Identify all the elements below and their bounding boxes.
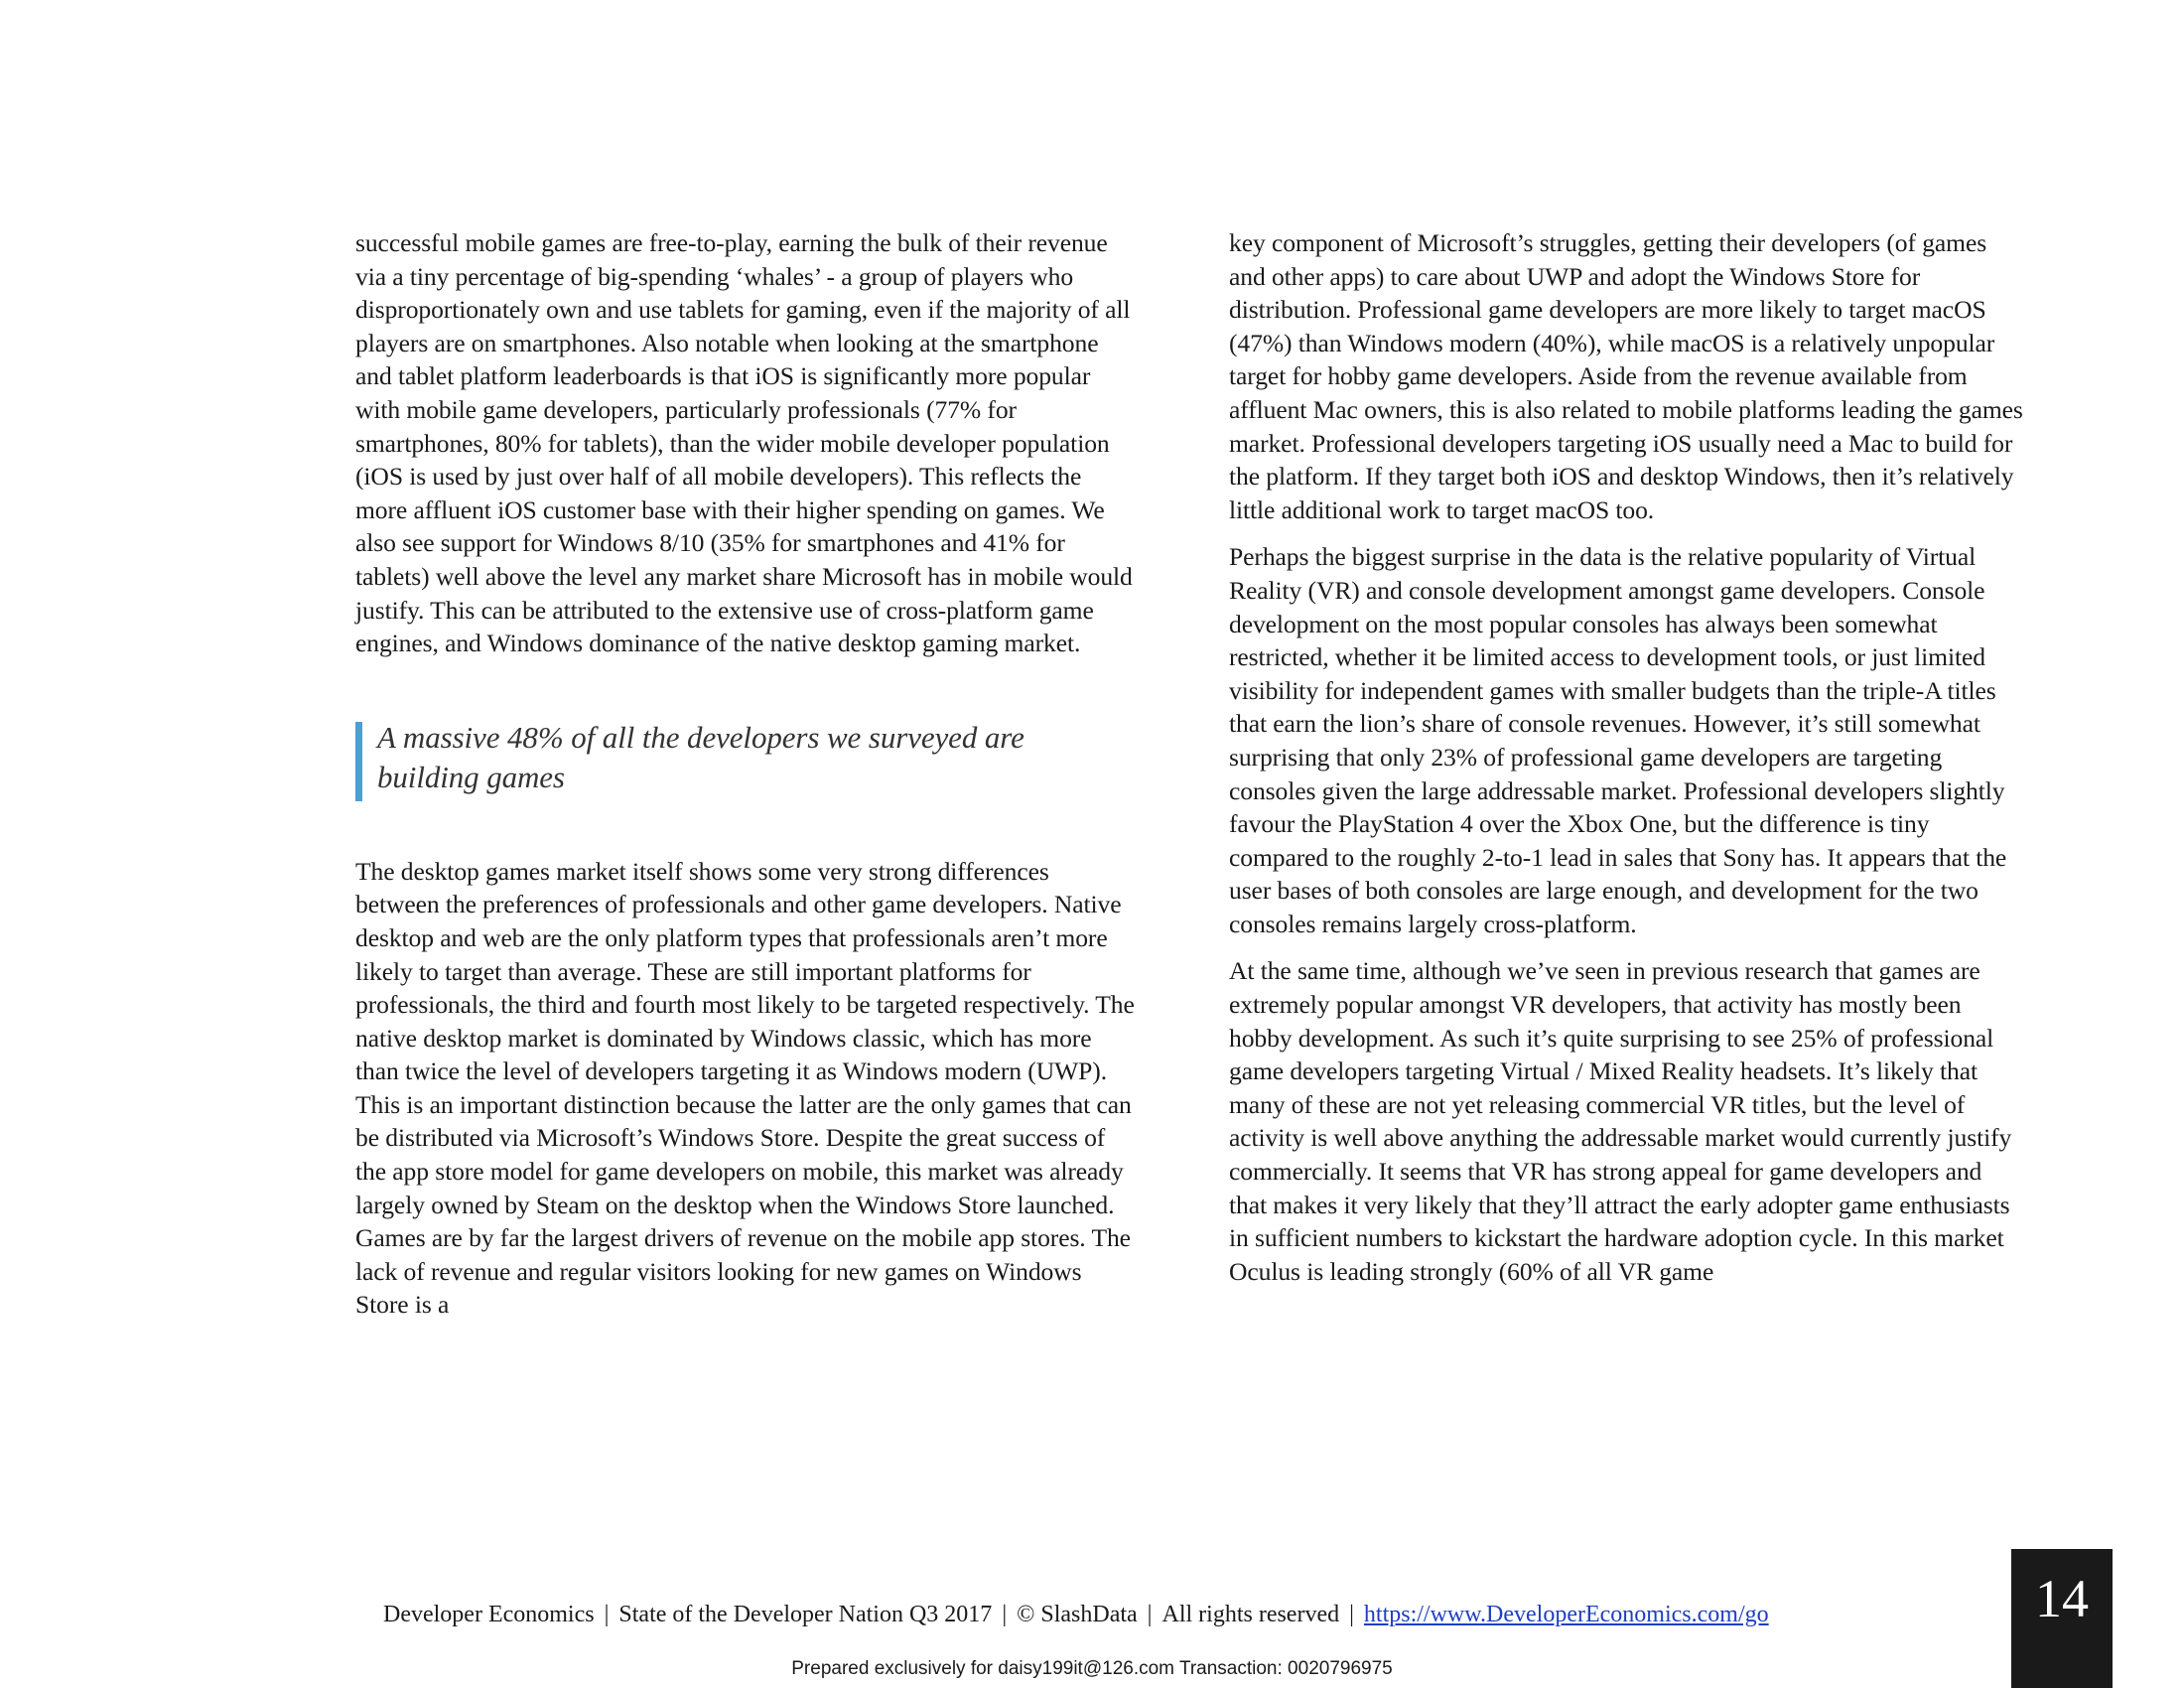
- pull-quote-text: A massive 48% of all the developers we surveyed are building games: [377, 719, 1024, 794]
- quote-accent-bar: [355, 722, 362, 801]
- footer-separator: |: [604, 1602, 610, 1627]
- page-number: 14: [2011, 1549, 2113, 1688]
- page-footer: [383, 1602, 1972, 1628]
- footer-report-title: State of the Developer Nation Q3 2017: [618, 1602, 993, 1627]
- footer-rights: All rights reserved: [1161, 1602, 1340, 1627]
- footer-brand: Developer Economics: [383, 1602, 595, 1627]
- right-paragraph-3: At the same time, although we’ve seen in previous research that games are extremely popular amongst VR developers, that activity has mostly been hobby development. As such it’s quite surprising to see 25% of professional game developers targeting Virtual / Mixed Reality headsets. It’s likely that many of these are not yet releasing commercial VR titles, but the level of activity is well above anything the addressable market would currently justify commercially. It seems that VR has strong appeal for game developers and that makes it very likely that they’ll attract the early adopter game enthusiasts in sufficient numbers to kickstart the hardware adoption cycle. In this market Oculus is leading strongly (60% of all VR game: [1229, 956, 2012, 1286]
- right-paragraph-1: key component of Microsoft’s struggles, getting their developers (of games and other apps) to care about UWP and adopt the Windows Store for distribution. Professional game developers are more likely to target macOS (47%) than Windows modern (40%), while macOS is a relatively unpopular target for hobby game developers. Aside from the revenue available from affluent Mac owners, this is also related to mobile platforms leading the games market. Professional developers targeting iOS usually need a Mac to build for the platform. If they target both iOS and desktop Windows, then it’s relatively little additional work to target macOS too.: [1229, 228, 2023, 524]
- right-column: [1229, 226, 2023, 1288]
- left-paragraph-1: successful mobile games are free-to-play, earning the bulk of their revenue via a tiny percentage of big-spending ‘whales’ - a group of players who disproportionately own and use tablets for gaming, even if the majority of all players are on smartphones. Also notable when looking at the smartphone and tablet platform leaderboards is that iOS is significantly more popular with mobile game developers, particularly professionals (77% for smartphones, 80% for tablets), than the wider mobile developer population (iOS is used by just over half of all mobile developers). This reflects the more affluent iOS customer base with their higher spending on games. We also see support for Windows 8/10 (35% for smartphones and 41% for tablets) well above the level any market share Microsoft has in mobile would justify. This can be attributed to the extensive use of cross-platform game engines, and Windows dominance of the native desktop gaming market.: [355, 228, 1133, 658]
- footer-website-link[interactable]: https://www.DeveloperEconomics.com/go: [1363, 1602, 1769, 1627]
- prepared-for-notice: Prepared exclusively for daisy199it@126.com Transaction: 0020796975: [791, 1658, 1393, 1679]
- pull-quote: [355, 718, 1112, 797]
- left-column: [355, 226, 1136, 1322]
- footer-separator: |: [1147, 1602, 1153, 1627]
- footer-separator: |: [1349, 1602, 1354, 1627]
- right-paragraph-2: Perhaps the biggest surprise in the data is the relative popularity of Virtual Reality (VR) and console development amongst game developers. Console development on the most popular consoles has always been somewhat restricted, whether it be limited access to development tools, or just limited visibility for independent games with smaller budgets than the triple-A titles that earn the lion’s share of console revenues. However, it’s still somewhat surprising that only 23% of professional game developers are targeting consoles given the large addressable market. Professional developers slightly favour the PlayStation 4 over the Xbox One, but the difference is tiny compared to the roughly 2-to-1 lead in sales that Sony has. It appears that the user bases of both consoles are large enough, and development for the two consoles remains largely cross-platform.: [1229, 542, 2007, 938]
- footer-copyright: © SlashData: [1017, 1602, 1138, 1627]
- left-paragraph-2: The desktop games market itself shows some very strong differences between the preferences of professionals and other game developers. Native desktop and web are the only platform types that professionals aren’t more likely to target than average. These are still important platforms for professionals, the third and fourth most likely to be targeted respectively. The native desktop market is dominated by Windows classic, which has more than twice the level of developers targeting it as Windows modern (UWP). This is an important distinction because the latter are the only games that can be distributed via Microsoft’s Windows Store. Despite the great success of the app store model for game developers on mobile, this market was already largely owned by Steam on the desktop when the Windows Store launched. Games are by far the largest drivers of revenue on the mobile app stores. The lack of revenue and regular visitors looking for new games on Windows Store is a: [355, 856, 1135, 1320]
- footer-separator: |: [1002, 1602, 1008, 1627]
